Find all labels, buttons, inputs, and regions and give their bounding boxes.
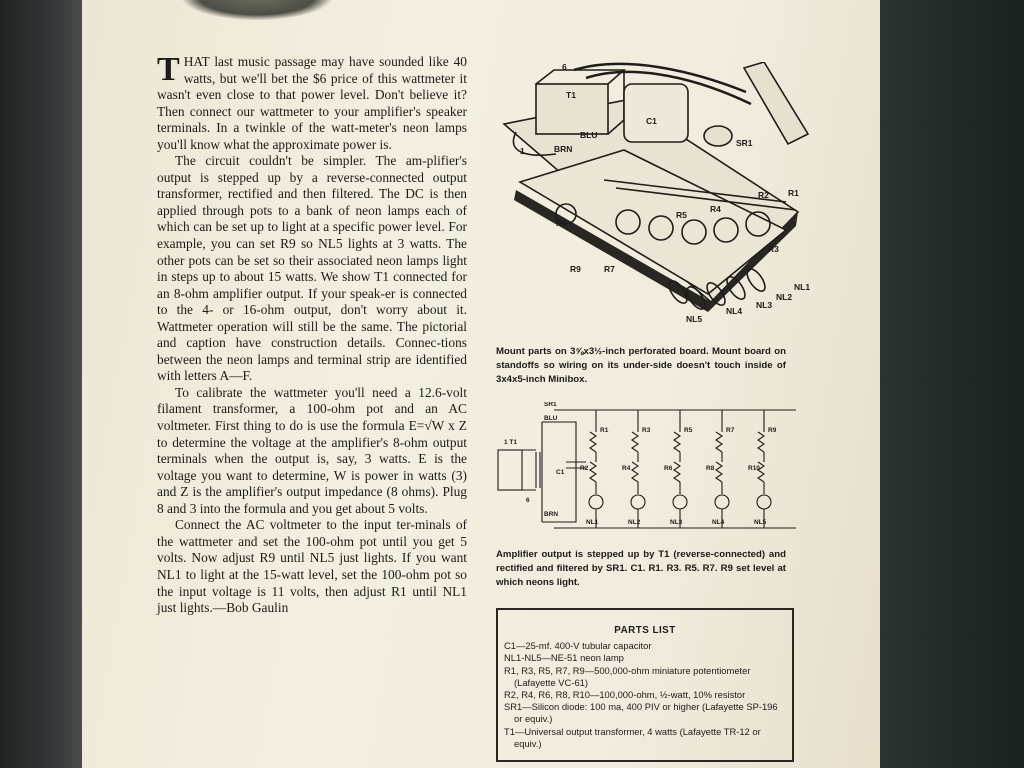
label-t1: T1 bbox=[566, 90, 576, 100]
label-r6: R6 bbox=[556, 218, 567, 228]
schem-label-lamp: NL4 bbox=[712, 519, 725, 526]
label-r3: R3 bbox=[768, 244, 779, 254]
schem-label-brn: BRN bbox=[544, 511, 559, 518]
schem-label-resistor: R8 bbox=[706, 465, 715, 472]
schem-label-c1: C1 bbox=[556, 469, 565, 476]
parts-list-item: SR1—Silicon diode: 100 ma, 400 PIV or higher (Lafayette SP-196 or equiv.) bbox=[504, 701, 778, 725]
schem-label-pot: R9 bbox=[768, 427, 777, 434]
schem-label-lamp: NL5 bbox=[754, 519, 767, 526]
schem-label-sr1: SR1 bbox=[544, 402, 557, 408]
schem-label-resistor: R10 bbox=[748, 465, 760, 472]
article-paragraph-3: To calibrate the wattmeter you'll need a 12.6-volt filament transformer, a 100-ohm pot and an AC voltmeter. First thing to do is use the formula E=√W x Z to determine the voltage at the amplifier's 8-ohm output terminals when the output is, say, 3 watts. E is the voltage you want to determine, W is power in watts (3) and Z is the amplifier's output impedance (8 ohms). Plug 8 and 3 into the formula and you get about 5 volts. bbox=[157, 384, 467, 516]
label-sr1: SR1 bbox=[736, 138, 753, 148]
schem-label-pot: R1 bbox=[600, 427, 609, 434]
schem-label-pot: R5 bbox=[684, 427, 693, 434]
parts-list-box bbox=[496, 608, 794, 762]
background-right bbox=[880, 0, 1024, 768]
capacitor-c1 bbox=[624, 84, 688, 142]
article-body bbox=[157, 51, 467, 617]
schematic-diagram bbox=[496, 402, 796, 532]
transformer-core-symbol bbox=[498, 450, 522, 490]
schem-label-resistor: R4 bbox=[622, 465, 631, 472]
label-brn: BRN bbox=[554, 144, 573, 154]
label-blu: BLU bbox=[580, 130, 598, 140]
article-paragraph-2: The circuit couldn't be simpler. The am-plifier's output is stepped up by a reverse-connected output transformer, rectified and then filtered. The DC is then applied through pots to a bank of neon lamps each of which can be set up to light at a specific power level. For example, you can set R9 so NL5 lights at 3 watts. The other pots can be set so their associated neon lamps light in steps up to about 15 watts. We show T1 connected for an 8-ohm amplifier output. If your speak-er is connected to the 4- or 16-ohm output, don't worry about it. Wattmeter operation will still be the same. The pictorial and caption have construction details. Connec-tions between the neon lamps and terminal strip are identified with letters A—F. bbox=[157, 153, 467, 384]
schem-label-resistor: R6 bbox=[664, 465, 673, 472]
schem-label-lamp: NL1 bbox=[586, 519, 599, 526]
parts-list-item: NL1-NL5—NE-51 neon lamp bbox=[504, 652, 624, 664]
schematic-caption: Amplifier output is stepped up by T1 (reverse-connected) and rectified and filtered by SR1. C1. R1. R3. R5. R7. R9 set level at which neons light. bbox=[496, 549, 786, 588]
drop-cap: T bbox=[157, 51, 180, 88]
label-nl2: NL2 bbox=[776, 292, 793, 302]
terminal-strip bbox=[744, 62, 808, 144]
schem-label-six: 6 bbox=[526, 497, 530, 504]
label-one: 1 bbox=[520, 146, 525, 156]
label-nl5: NL5 bbox=[686, 314, 703, 324]
schem-label-lamp: NL3 bbox=[670, 519, 683, 526]
background-left bbox=[0, 0, 82, 768]
schem-label-blu: BLU bbox=[544, 415, 558, 422]
label-nl3: NL3 bbox=[756, 300, 773, 310]
magazine-page bbox=[82, 0, 880, 768]
parts-list-item: R1, R3, R5, R7, R9—500,000-ohm miniature potentiometer (Lafayette VC-61) bbox=[504, 664, 751, 688]
schem-label-resistor: R2 bbox=[580, 465, 589, 472]
label-six: 6 bbox=[562, 62, 567, 72]
top-photo-fragment bbox=[182, 0, 332, 20]
pictorial-caption: Mount parts on 3⅝x3½-inch perforated board. Mount board on standoffs so wiring on its under-side doesn't touch inside of 3x4x5-inch Minibox. bbox=[496, 346, 786, 385]
article-paragraph-1: THAT last music passage may have sounded like 40 watts, but we'll bet the $6 price of this wattmeter it wasn't even close to that power level. Don't believe it? Then connect our wattmeter to your amplifier's speaker terminals. In a twinkle of the watt-meter's neon lamps you'll know what the approximate power is. bbox=[157, 51, 467, 152]
label-c1: C1 bbox=[646, 116, 657, 126]
label-r5: R5 bbox=[676, 210, 687, 220]
schematic-branches bbox=[589, 410, 771, 528]
article-paragraph-4: Connect the AC voltmeter to the input ter-minals of the wattmeter and set the 100-ohm pot until you get 5 volts. Now adjust R9 until NL5 just lights. If you want NL1 to light at the 15-watt level, set the 100-ohm pot so the input voltage is 11 volts, then adjust R1 until NL1 just lights.—Bob Gaulin bbox=[157, 517, 467, 616]
label-r1: R1 bbox=[788, 188, 799, 198]
parts-list-item: T1—Universal output transformer, 4 watts (Lafayette TR-12 or equiv.) bbox=[504, 725, 761, 749]
schem-label-pot: R3 bbox=[642, 427, 651, 434]
parts-list-item: C1—25-mf. 400-V tubular capacitor bbox=[504, 640, 652, 652]
label-nl1: NL1 bbox=[794, 282, 811, 292]
pictorial-diagram bbox=[496, 62, 816, 334]
label-r4: R4 bbox=[710, 204, 721, 214]
schem-label-lamp: NL2 bbox=[628, 519, 641, 526]
schem-label-t1: 1 T1 bbox=[504, 439, 518, 446]
label-r9: R9 bbox=[570, 264, 581, 274]
parts-list-item: R2, R4, R6, R8, R10—100,000-ohm, ½-watt, 10% resistor bbox=[504, 689, 746, 701]
label-r2: R2 bbox=[758, 190, 769, 200]
schem-label-pot: R7 bbox=[726, 427, 735, 434]
parts-list-title: PARTS LIST bbox=[614, 625, 676, 636]
label-r7: R7 bbox=[604, 264, 615, 274]
label-nl4: NL4 bbox=[726, 306, 743, 316]
diode-sr1 bbox=[704, 126, 732, 146]
